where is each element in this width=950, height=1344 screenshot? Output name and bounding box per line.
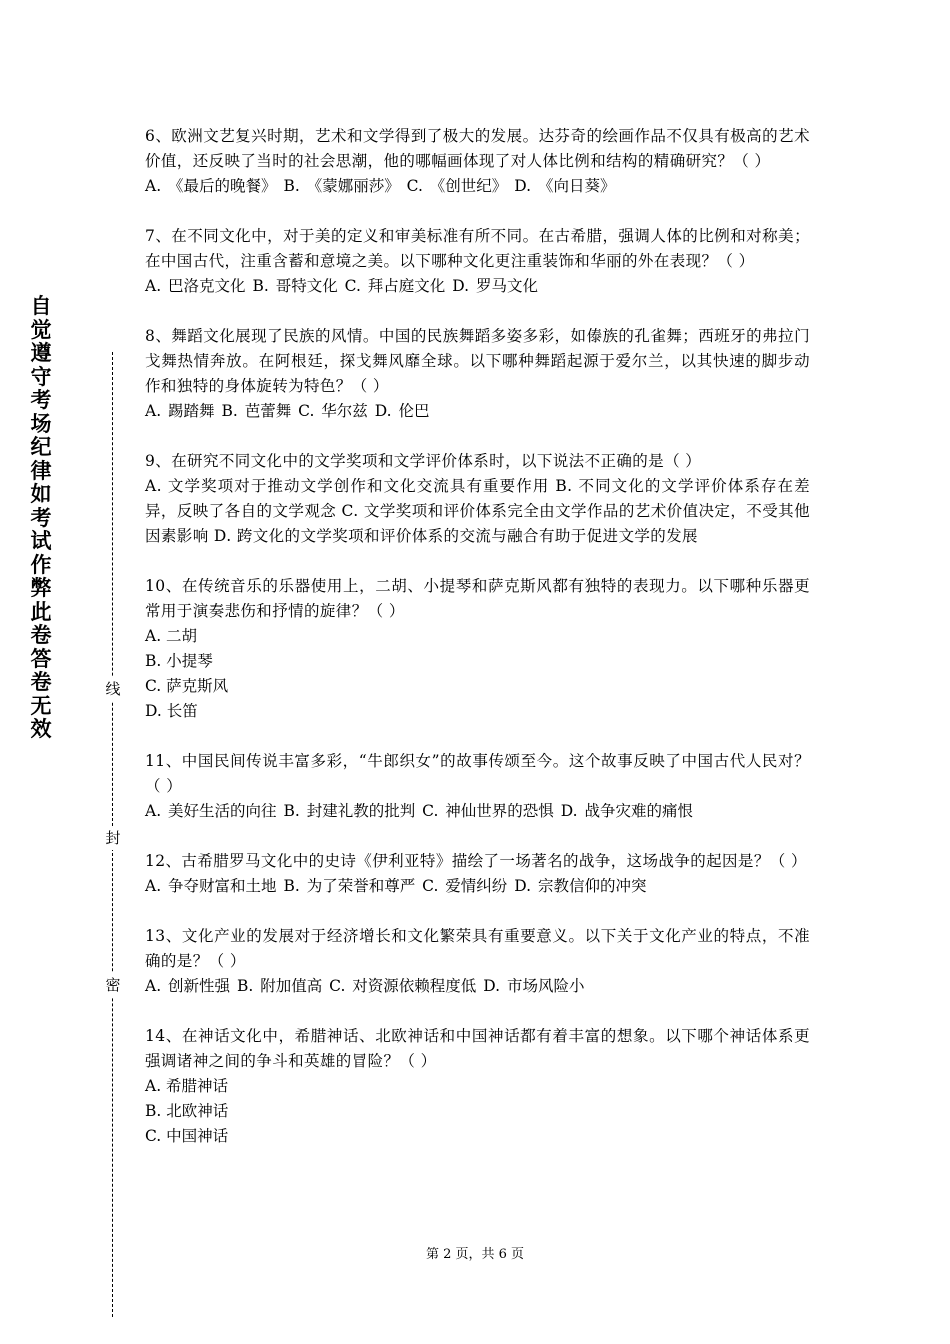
option-d: D. 长笛 xyxy=(145,702,198,720)
question-7 xyxy=(145,224,810,299)
question-options: A. 美好生活的向往 B. 封建礼教的批判 C. 神仙世界的恐惧 D. 战争灾难的痛恨 xyxy=(145,802,693,820)
question-text: 7、在不同文化中，对于美的定义和审美标准有所不同。在古希腊，强调人体的比例和对称美；在中国古代，注重含蓄和意境之美。以下哪种文化更注重装饰和华丽的外在表现？（ ） xyxy=(145,227,810,270)
question-10 xyxy=(145,574,810,724)
binding-mark-xian: 线 xyxy=(103,677,123,701)
option-a: A. 希腊神话 xyxy=(145,1077,229,1095)
question-8 xyxy=(145,324,810,424)
question-6 xyxy=(145,124,810,199)
question-9 xyxy=(145,449,810,549)
question-options: A. 文学奖项对于推动文学创作和文化交流具有重要作用 B. 不同文化的文学评价体系存在差异，反映了各自的文学观念 C. 文学奖项和评价体系完全由文学作品的艺术价值决定，不受其他因素影响 D. 跨文化的文学奖项和评价体系的交流与融合有助于促进文学的发展 xyxy=(145,477,810,545)
option-c: C. 中国神话 xyxy=(145,1127,229,1145)
option-b: B. 小提琴 xyxy=(145,652,213,670)
question-text: 12、古希腊罗马文化中的史诗《伊利亚特》描绘了一场著名的战争，这场战争的起因是？（ ） xyxy=(145,852,807,870)
question-text: 10、在传统音乐的乐器使用上，二胡、小提琴和萨克斯风都有独特的表现力。以下哪种乐器更常用于演奏悲伤和抒情的旋律？（ ） xyxy=(145,577,810,620)
question-text: 11、中国民间传说丰富多彩，“牛郎织女”的故事传颂至今。这个故事反映了中国古代人民对？（ ） xyxy=(145,752,810,795)
question-options: A. 踢踏舞 B. 芭蕾舞 C. 华尔兹 D. 伦巴 xyxy=(145,402,430,420)
question-options: A. 争夺财富和土地 B. 为了荣誉和尊严 C. 爱情纠纷 D. 宗教信仰的冲突 xyxy=(145,877,647,895)
question-options: A. 巴洛克文化 B. 哥特文化 C. 拜占庭文化 D. 罗马文化 xyxy=(145,277,538,295)
question-text: 14、在神话文化中，希腊神话、北欧神话和中国神话都有着丰富的想象。以下哪个神话体系更强调诸神之间的争斗和英雄的冒险？（ ） xyxy=(145,1027,810,1070)
question-options: A. 《最后的晚餐》 B. 《蒙娜丽莎》 C. 《创世纪》 D. 《向日葵》 xyxy=(145,177,616,195)
binding-mark-mi: 密 xyxy=(103,973,123,997)
question-13 xyxy=(145,924,810,999)
exam-discipline-notice: 自觉遵守考场纪律如考试作弊此卷答卷无效 xyxy=(30,294,52,741)
question-11 xyxy=(145,749,810,824)
question-text: 13、文化产业的发展对于经济增长和文化繁荣具有重要意义。以下关于文化产业的特点，不准确的是？（ ） xyxy=(145,927,810,970)
option-c: C. 萨克斯风 xyxy=(145,677,229,695)
binding-mark-feng: 封 xyxy=(103,826,123,850)
question-text: 9、在研究不同文化中的文学奖项和文学评价体系时，以下说法不正确的是（ ） xyxy=(145,452,702,470)
option-a: A. 二胡 xyxy=(145,627,198,645)
question-14 xyxy=(145,1024,810,1149)
option-b: B. 北欧神话 xyxy=(145,1102,229,1120)
question-list xyxy=(145,124,810,1174)
question-12 xyxy=(145,849,810,899)
page-number-footer: 第 2 页，共 6 页 xyxy=(425,1247,525,1262)
question-text: 8、舞蹈文化展现了民族的风情。中国的民族舞蹈多姿多彩，如傣族的孔雀舞；西班牙的弗拉门戈舞热情奔放。在阿根廷，探戈舞风靡全球。以下哪种舞蹈起源于爱尔兰，以其快速的脚步动作和独特的身体旋转为特色？（ ） xyxy=(145,327,810,395)
question-text: 6、欧洲文艺复兴时期，艺术和文学得到了极大的发展。达芬奇的绘画作品不仅具有极高的艺术价值，还反映了当时的社会思潮，他的哪幅画体现了对人体比例和结构的精确研究？（ ） xyxy=(145,127,810,170)
question-options: A. 创新性强 B. 附加值高 C. 对资源依赖程度低 D. 市场风险小 xyxy=(145,977,585,995)
